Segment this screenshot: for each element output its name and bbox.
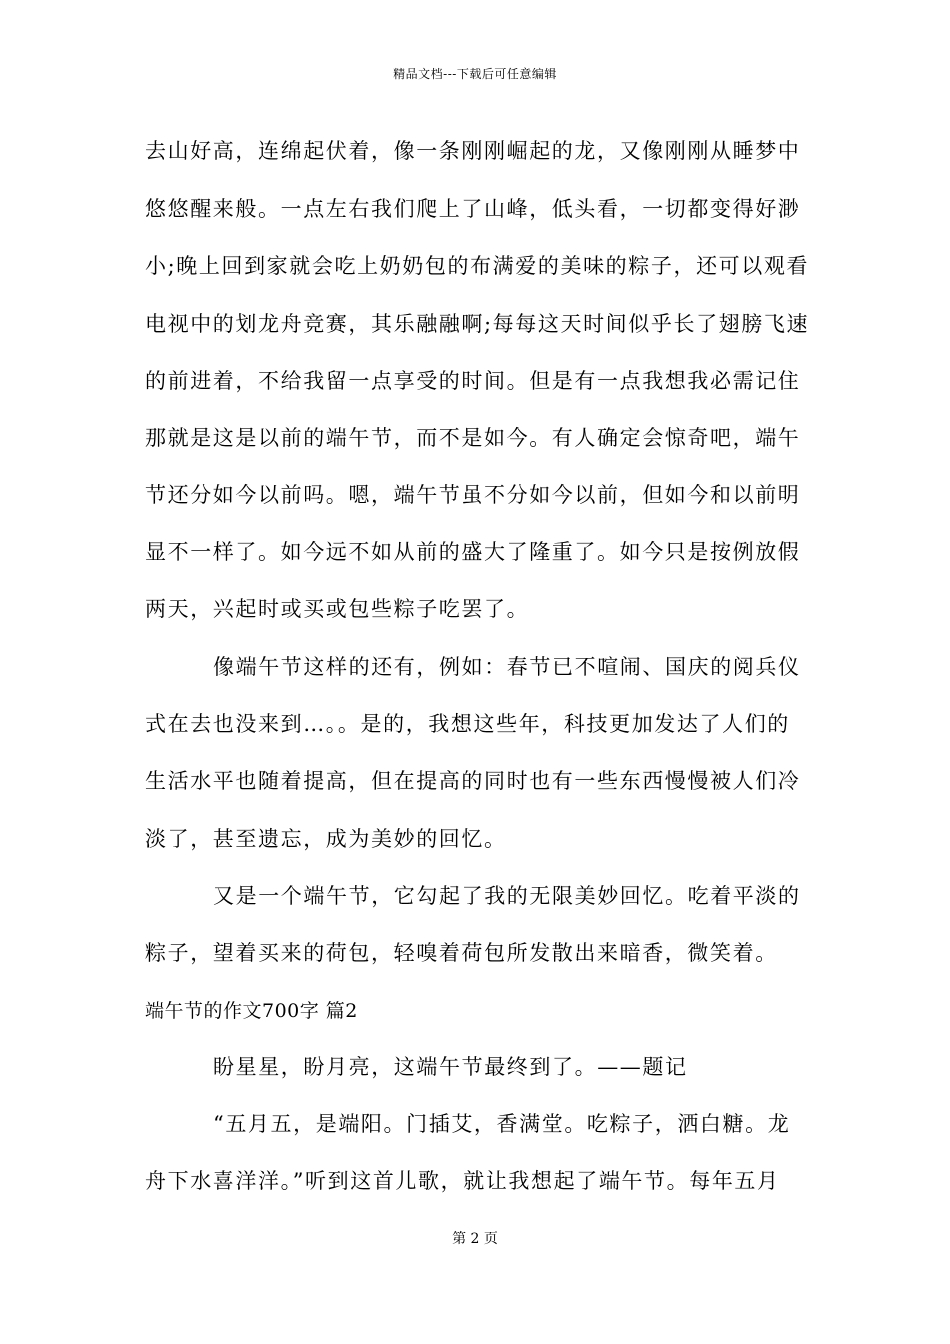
body-line: 显不一样了。如今远不如从前的盛大了隆重了。如今只是按例放假 [145, 540, 801, 564]
paragraph-first-line: 像端午节这样的还有，例如：春节已不喧闹、国庆的阅兵仪 [213, 655, 801, 679]
body-line: 电视中的划龙舟竞赛，其乐融融啊;每每这天时间似乎长了翅膀飞速 [145, 312, 810, 336]
body-line: 去山好高，连绵起伏着，像一条刚刚崛起的龙，又像刚刚从睡梦中 [145, 139, 801, 163]
body-line: 悠悠醒来般。一点左右我们爬上了山峰，低头看，一切都变得好渺 [145, 197, 801, 221]
body-line: 的前进着，不给我留一点享受的时间。但是有一点我想我必需记住 [145, 369, 801, 393]
epigraph-line: 盼星星，盼月亮，这端午节最终到了。——题记 [213, 1055, 688, 1079]
section-heading: 端午节的作文700字 篇2 [145, 1000, 358, 1022]
body-line: 式在去也没来到…。。是的，我想这些年，科技更加发达了人们的 [145, 712, 790, 736]
paragraph-first-line: “五月五，是端阳。门插艾，香满堂。吃粽子，洒白糖。龙 [213, 1112, 791, 1136]
body-line: 两天，兴起时或买或包些粽子吃罢了。 [145, 597, 530, 621]
body-line: 粽子，望着买来的荷包，轻嗅着荷包所发散出来暗香，微笑着。 [145, 941, 778, 965]
body-line: 那就是这是以前的端午节，而不是如今。有人确定会惊奇吧，端午 [145, 426, 801, 450]
body-line: 淡了，甚至遗忘，成为美妙的回忆。 [145, 827, 507, 851]
body-line: 节还分如今以前吗。嗯，端午节虽不分如今以前，但如今和以前明 [145, 483, 801, 507]
body-line: 生活水平也随着提高，但在提高的同时也有一些东西慢慢被人们冷 [145, 769, 801, 793]
paragraph-first-line: 又是一个端午节，它勾起了我的无限美妙回忆。吃着平淡的 [213, 884, 801, 908]
body-line: 舟下水喜洋洋。”听到这首儿歌，就让我想起了端午节。每年五月 [145, 1169, 780, 1193]
page-header: 精品文档---下载后可任意编辑 [393, 67, 557, 81]
body-line: 小;晚上回到家就会吃上奶奶包的布满爱的美味的粽子，还可以观看 [145, 254, 810, 278]
page-number: 第 2 页 [452, 1231, 498, 1247]
